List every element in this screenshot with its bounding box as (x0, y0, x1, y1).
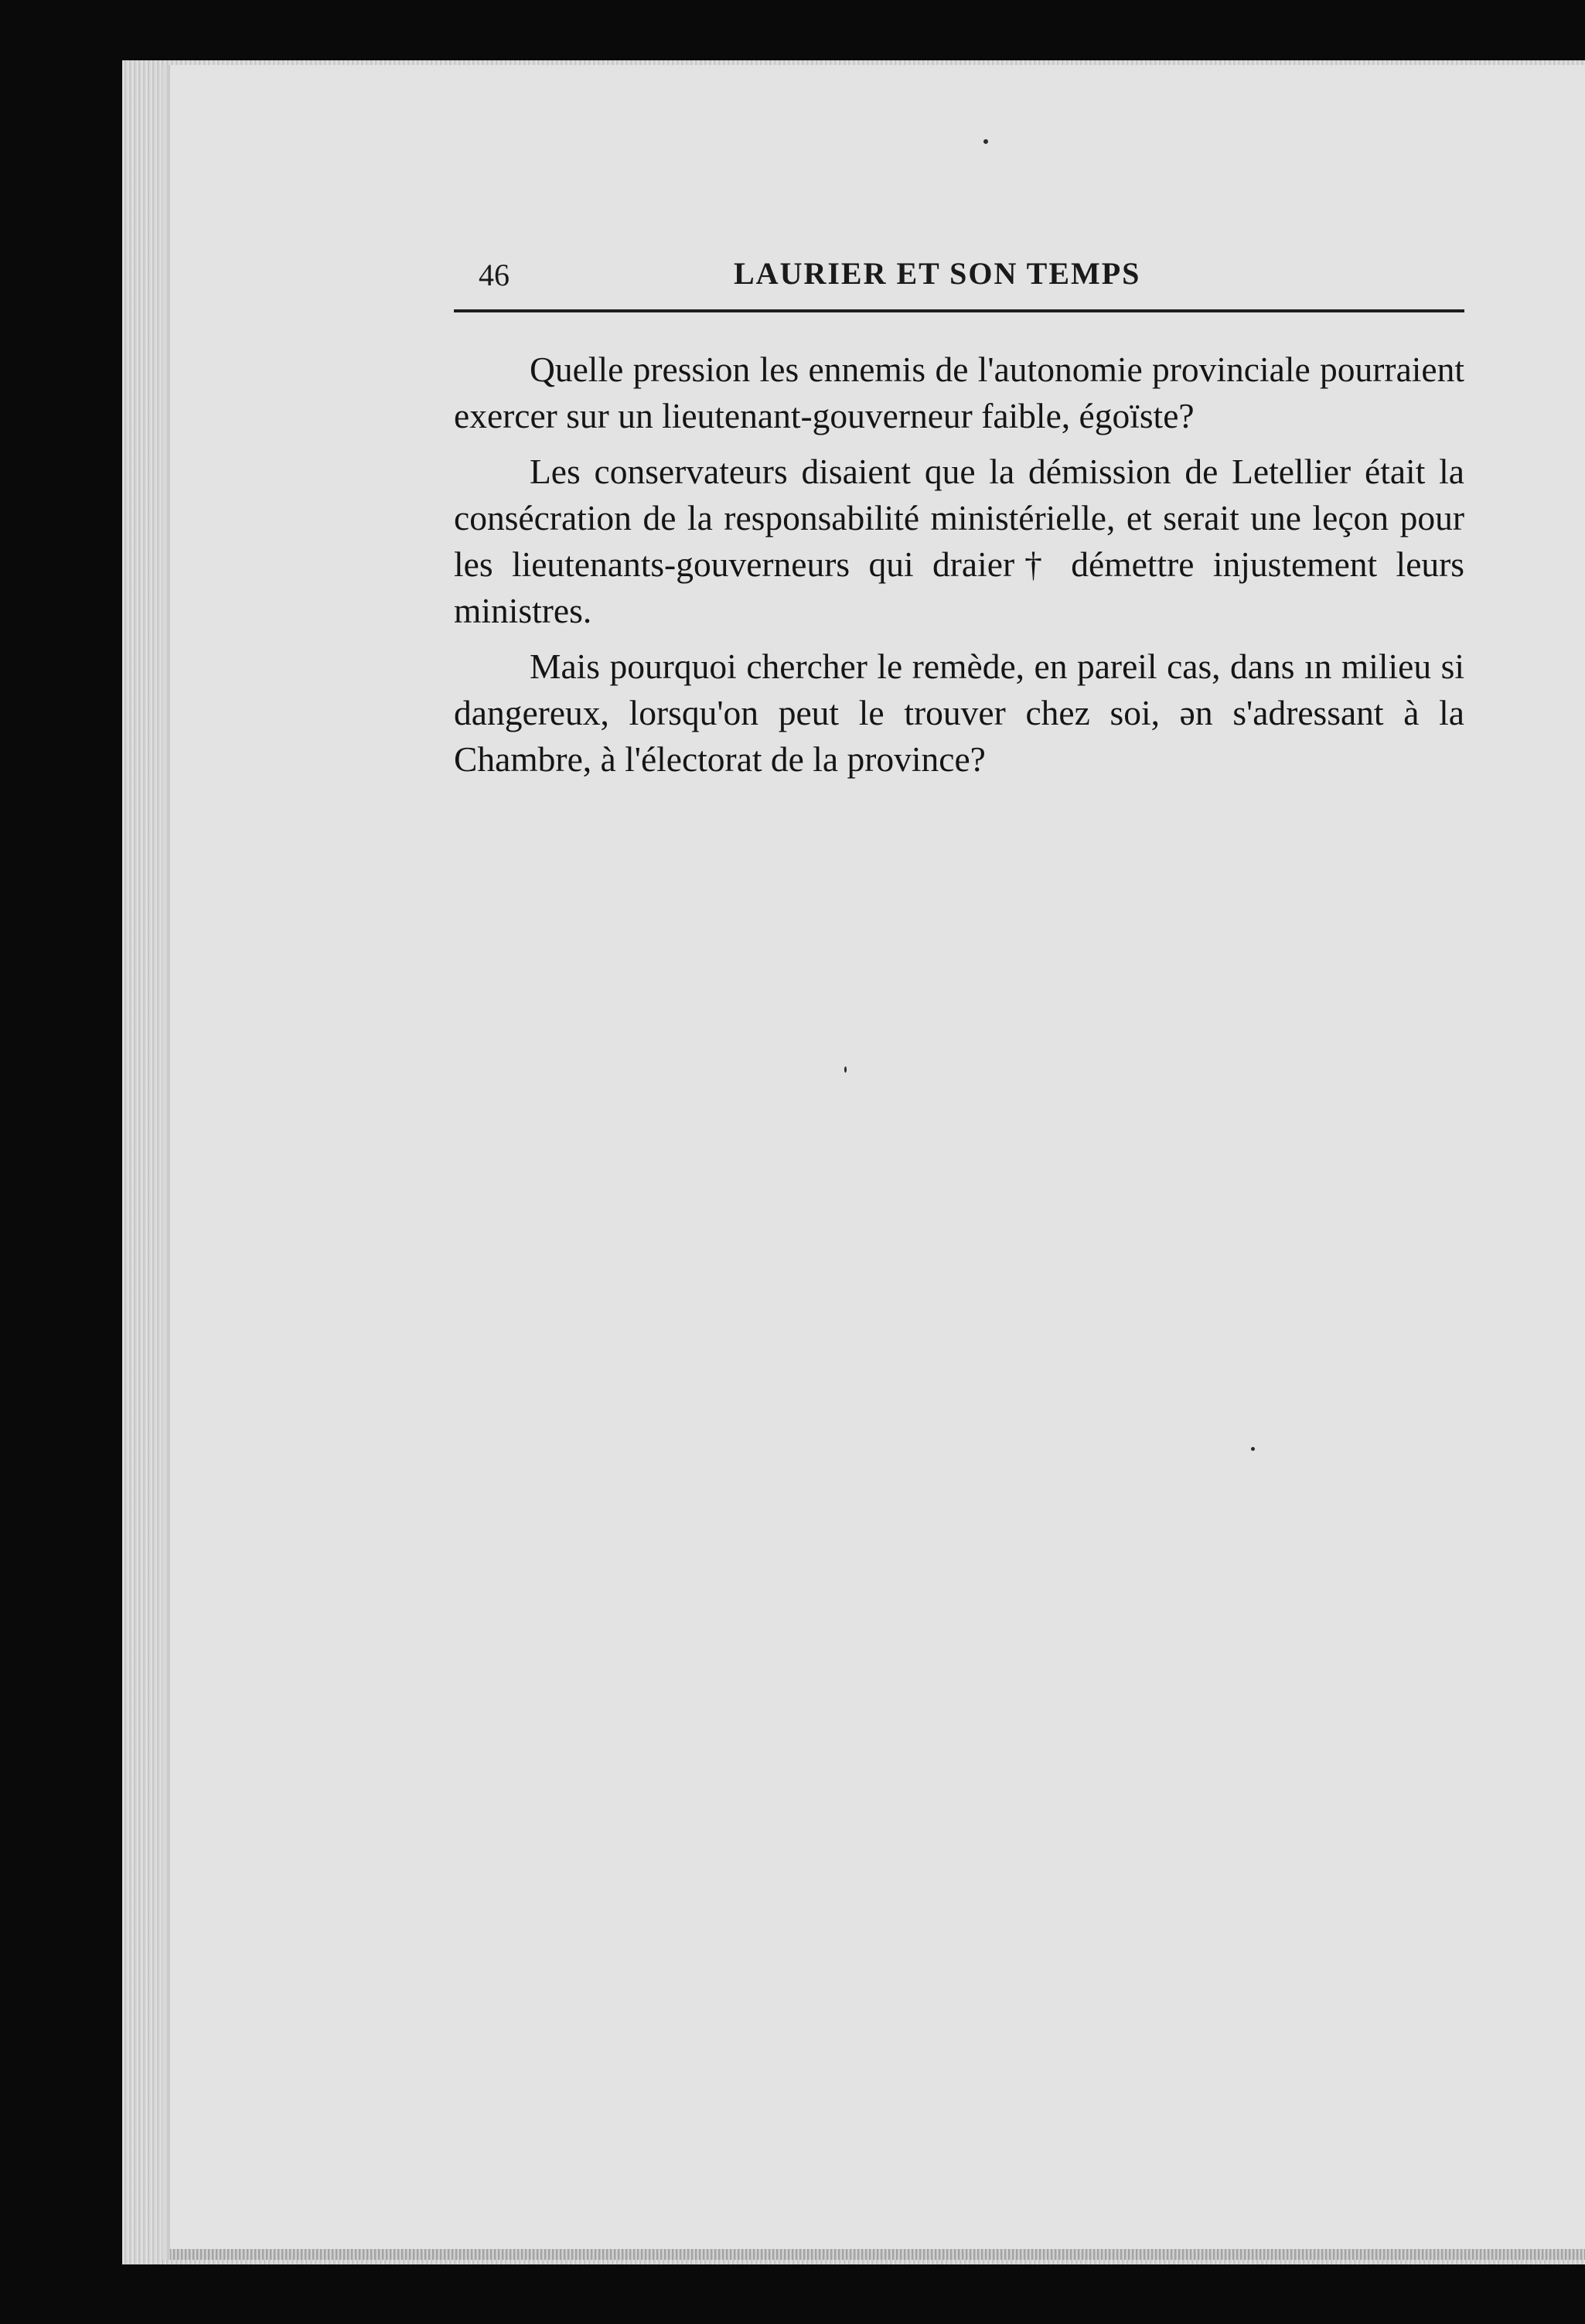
dust-speck (983, 139, 988, 144)
running-header (454, 252, 1464, 299)
paragraph: Les conservateurs disaient que la démission de Letellier était la consécration de la responsabilité ministérielle, et serait une leçon pour les lieutenants-gouverneurs qui draier† démettre injustement leurs ministres. (454, 452, 1464, 630)
body-text (454, 346, 1464, 792)
paragraph: Mais pourquoi chercher le remède, en pareil cas, dans ın milieu si dangereux, lorsqu'on peut le trouver chez soi, ən s'adressant à la Chambre, à l'électorat de la province? (454, 647, 1464, 779)
header-rule (454, 309, 1464, 312)
paragraph: Quelle pression les ennemis de l'autonomie provinciale pourraient exercer sur un lieutenant-gouverneur faible, égoïste? (454, 350, 1464, 435)
running-title: LAURIER ET SON TEMPS (734, 256, 1141, 291)
dust-speck (844, 1066, 847, 1073)
page-number: 46 (479, 258, 510, 292)
dust-speck (1251, 1447, 1255, 1451)
